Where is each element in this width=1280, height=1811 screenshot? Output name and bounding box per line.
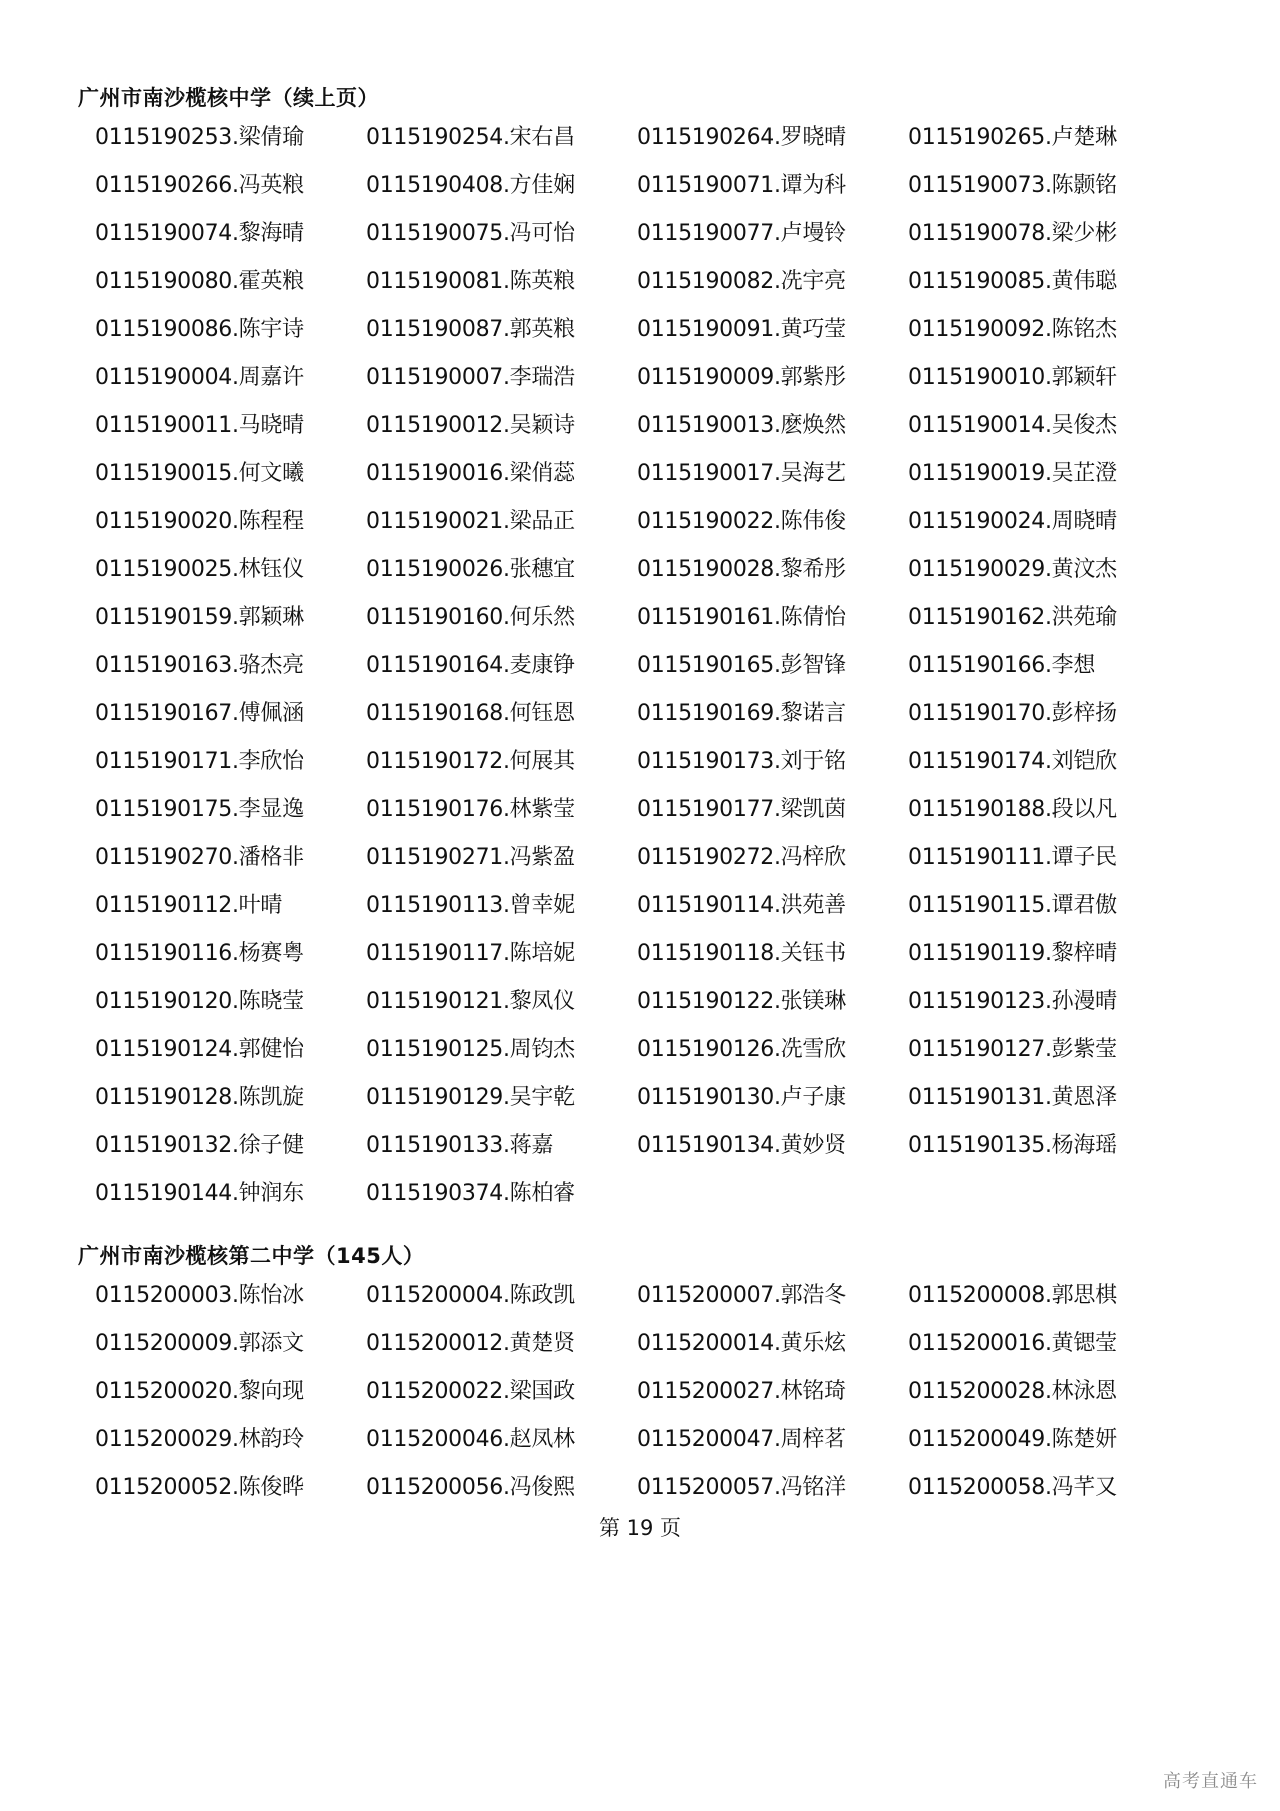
student-entry: 0115190134.黄妙贤 — [637, 1133, 846, 1158]
student-entry: 0115190015.何文曦 — [95, 461, 304, 486]
student-entry: 0115190004.周嘉许 — [95, 365, 304, 390]
student-entry: 0115190019.吴芷澄 — [908, 461, 1117, 486]
student-entry: 0115190159.郭颖琳 — [95, 605, 304, 630]
student-entry: 0115190077.卢墁铃 — [637, 221, 846, 246]
student-entry: 0115190123.孙漫晴 — [908, 989, 1117, 1014]
student-entry: 0115200003.陈怡冰 — [95, 1283, 304, 1308]
student-entry: 0115200009.郭添文 — [95, 1331, 304, 1356]
student-entry: 0115200004.陈政凯 — [366, 1283, 575, 1308]
student-list — [95, 1283, 1198, 1523]
student-entry: 0115190144.钟润东 — [95, 1181, 304, 1206]
student-entry: 0115200014.黄乐炫 — [637, 1331, 846, 1356]
student-entry: 0115190112.叶晴 — [95, 893, 283, 918]
student-entry: 0115190009.郭紫彤 — [637, 365, 846, 390]
student-entry: 0115190133.蒋嘉 — [366, 1133, 554, 1158]
student-entry: 0115190170.彭梓扬 — [908, 701, 1117, 726]
student-entry: 0115190116.杨赛粤 — [95, 941, 304, 966]
school-section-nansha-lanhe-middle-school — [78, 84, 1198, 1229]
student-entry: 0115190111.谭子民 — [908, 845, 1117, 870]
student-entry: 0115200027.林铭琦 — [637, 1379, 846, 1404]
student-entry: 0115190164.麦康铮 — [366, 653, 575, 678]
student-entry: 0115200047.周梓茗 — [637, 1427, 846, 1452]
student-entry: 0115190115.谭君傲 — [908, 893, 1117, 918]
student-entry: 0115190011.马晓晴 — [95, 413, 304, 438]
student-entry: 0115190016.梁俏蕊 — [366, 461, 575, 486]
student-entry: 0115190020.陈程程 — [95, 509, 304, 534]
student-entry: 0115190162.洪苑瑜 — [908, 605, 1117, 630]
student-entry: 0115190080.霍英粮 — [95, 269, 304, 294]
student-entry: 0115190176.林紫莹 — [366, 797, 575, 822]
student-entry: 0115190169.黎诺言 — [637, 701, 846, 726]
student-entry: 0115200022.梁国政 — [366, 1379, 575, 1404]
student-entry: 0115190014.吴俊杰 — [908, 413, 1117, 438]
student-entry: 0115200056.冯俊熙 — [366, 1475, 575, 1500]
student-entry: 0115200049.陈楚妍 — [908, 1427, 1117, 1452]
student-entry: 0115190175.李显逸 — [95, 797, 304, 822]
student-entry: 0115190168.何钰恩 — [366, 701, 575, 726]
student-entry: 0115190113.曾幸妮 — [366, 893, 575, 918]
student-entry: 0115190173.刘于铭 — [637, 749, 846, 774]
student-entry: 0115200052.陈俊晔 — [95, 1475, 304, 1500]
student-entry: 0115200058.冯芊又 — [908, 1475, 1117, 1500]
student-entry: 0115190074.黎海晴 — [95, 221, 304, 246]
student-entry: 0115190026.张穗宜 — [366, 557, 575, 582]
student-entry: 0115200028.林泳恩 — [908, 1379, 1117, 1404]
student-entry: 0115190121.黎凤仪 — [366, 989, 575, 1014]
student-entry: 0115200020.黎向现 — [95, 1379, 304, 1404]
student-entry: 0115190013.麽焕然 — [637, 413, 846, 438]
student-entry: 0115190270.潘格非 — [95, 845, 304, 870]
student-entry: 0115200012.黄楚贤 — [366, 1331, 575, 1356]
student-entry: 0115190130.卢子康 — [637, 1085, 846, 1110]
student-entry: 0115190087.郭英粮 — [366, 317, 575, 342]
student-entry: 0115190374.陈柏睿 — [366, 1181, 575, 1206]
student-entry: 0115190117.陈培妮 — [366, 941, 575, 966]
section-title: 广州市南沙榄核第二中学（145人） — [78, 1244, 425, 1268]
student-entry: 0115190188.段以凡 — [908, 797, 1117, 822]
student-entry: 0115190126.冼雪欣 — [637, 1037, 846, 1062]
student-entry: 0115190254.宋右昌 — [366, 125, 575, 150]
student-entry: 0115190129.吴宇乾 — [366, 1085, 575, 1110]
student-entry: 0115190025.林钰仪 — [95, 557, 304, 582]
student-entry: 0115190029.黄汶杰 — [908, 557, 1117, 582]
student-entry: 0115190012.吴颖诗 — [366, 413, 575, 438]
student-entry: 0115200016.黄锶莹 — [908, 1331, 1117, 1356]
student-entry: 0115190092.陈铭杰 — [908, 317, 1117, 342]
student-list — [95, 125, 1198, 1229]
student-entry: 0115190017.吴海艺 — [637, 461, 846, 486]
student-entry: 0115190165.彭智锋 — [637, 653, 846, 678]
student-entry: 0115200007.郭浩冬 — [637, 1283, 846, 1308]
student-entry: 0115200008.郭思棋 — [908, 1283, 1117, 1308]
student-entry: 0115190172.何展其 — [366, 749, 575, 774]
student-entry: 0115190081.陈英粮 — [366, 269, 575, 294]
student-entry: 0115190085.黄伟聪 — [908, 269, 1117, 294]
watermark: 高考直通车 — [1163, 1771, 1258, 1792]
student-entry: 0115190264.罗晓晴 — [637, 125, 846, 150]
student-entry: 0115190118.关钰书 — [637, 941, 846, 966]
student-entry: 0115200046.赵凤林 — [366, 1427, 575, 1452]
student-entry: 0115190021.梁品正 — [366, 509, 575, 534]
student-entry: 0115190167.傅佩涵 — [95, 701, 304, 726]
student-entry: 0115190163.骆杰亮 — [95, 653, 304, 678]
school-section-nansha-lanhe-second-middle-school — [78, 1242, 1198, 1523]
student-entry: 0115190127.彭紫莹 — [908, 1037, 1117, 1062]
student-entry: 0115190177.梁凯茵 — [637, 797, 846, 822]
student-entry: 0115190119.黎梓晴 — [908, 941, 1117, 966]
student-entry: 0115190124.郭健怡 — [95, 1037, 304, 1062]
student-entry: 0115190253.梁倩瑜 — [95, 125, 304, 150]
student-entry: 0115190120.陈晓莹 — [95, 989, 304, 1014]
student-entry: 0115190075.冯可怡 — [366, 221, 575, 246]
student-entry: 0115190007.李瑞浩 — [366, 365, 575, 390]
student-entry: 0115200029.林韵玲 — [95, 1427, 304, 1452]
student-entry: 0115190131.黄恩泽 — [908, 1085, 1117, 1110]
student-entry: 0115190086.陈宇诗 — [95, 317, 304, 342]
student-entry: 0115190010.郭颖轩 — [908, 365, 1117, 390]
page-number: 第 19 页 — [598, 1516, 682, 1540]
student-entry: 0115190091.黄巧莹 — [637, 317, 846, 342]
student-entry: 0115190082.冼宇亮 — [637, 269, 846, 294]
student-entry: 0115190078.梁少彬 — [908, 221, 1117, 246]
student-entry: 0115190266.冯英粮 — [95, 173, 304, 198]
student-entry: 0115190022.陈伟俊 — [637, 509, 846, 534]
student-entry: 0115190135.杨海瑶 — [908, 1133, 1117, 1158]
section-title: 广州市南沙榄核中学（续上页） — [78, 86, 379, 110]
student-entry: 0115190161.陈倩怡 — [637, 605, 846, 630]
student-entry: 0115190024.周晓晴 — [908, 509, 1117, 534]
student-entry: 0115190160.何乐然 — [366, 605, 575, 630]
student-entry: 0115190272.冯梓欣 — [637, 845, 846, 870]
student-entry: 0115190028.黎希彤 — [637, 557, 846, 582]
student-entry: 0115190174.刘铠欣 — [908, 749, 1117, 774]
student-entry: 0115190171.李欣怡 — [95, 749, 304, 774]
student-entry: 0115190271.冯紫盈 — [366, 845, 575, 870]
student-entry: 0115190408.方佳娴 — [366, 173, 575, 198]
student-entry: 0115190071.谭为科 — [637, 173, 846, 198]
student-entry: 0115190114.洪苑善 — [637, 893, 846, 918]
student-entry: 0115190073.陈颢铭 — [908, 173, 1117, 198]
student-entry: 0115190132.徐子健 — [95, 1133, 304, 1158]
student-entry: 0115200057.冯铭洋 — [637, 1475, 846, 1500]
student-entry: 0115190125.周钧杰 — [366, 1037, 575, 1062]
student-entry: 0115190122.张镁琳 — [637, 989, 846, 1014]
student-entry: 0115190128.陈凯旋 — [95, 1085, 304, 1110]
student-entry: 0115190166.李想 — [908, 653, 1096, 678]
student-entry: 0115190265.卢楚琳 — [908, 125, 1117, 150]
